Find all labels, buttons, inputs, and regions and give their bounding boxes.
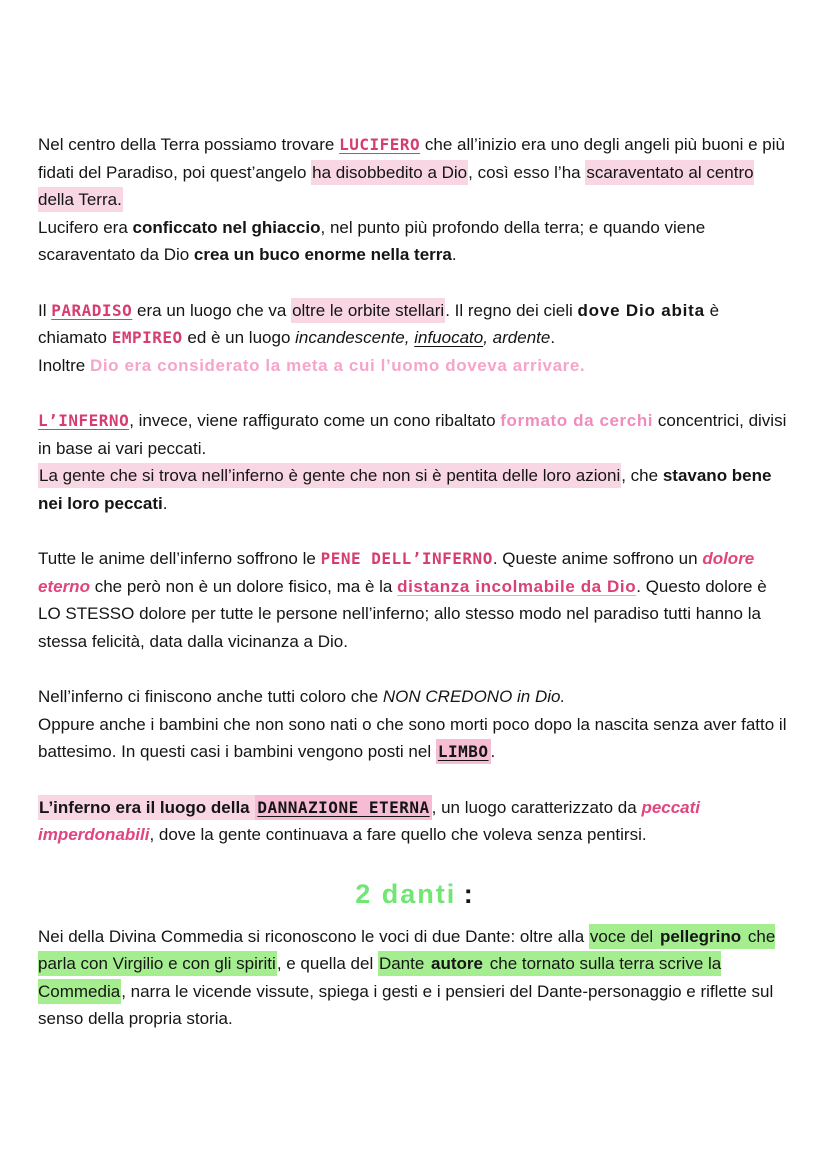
text-run: 2 danti bbox=[355, 878, 457, 909]
text-run: Nel centro della Terra possiamo trovare bbox=[38, 135, 340, 154]
text-run: . Queste anime soffrono un bbox=[492, 549, 703, 568]
text-run: , un luogo caratterizzato da bbox=[431, 797, 642, 817]
text-run: Il bbox=[38, 300, 52, 320]
text-run: era un luogo che va bbox=[132, 300, 292, 320]
text-run: concentrici, divisi in base ai vari peccati. bbox=[38, 411, 787, 458]
paragraph-lucifero bbox=[38, 131, 790, 269]
paragraph-limbo bbox=[38, 683, 790, 766]
text-run: L’INFERNO bbox=[38, 411, 130, 430]
text-run: ardente bbox=[492, 328, 551, 347]
text-run: che all’inizio era uno degli angeli più buoni e più fidati del Paradiso, poi quest’angelo bbox=[38, 135, 785, 182]
text-run: LUCIFERO bbox=[339, 135, 421, 154]
text-run: Tutte le anime dell’inferno soffrono le bbox=[38, 549, 321, 568]
text-run: La gente che si trova nell’inferno è gente che non si è pentita delle loro azioni bbox=[38, 463, 621, 488]
text-run: Nell’inferno ci finiscono anche tutti coloro che bbox=[38, 687, 383, 706]
text-run: Dio era considerato la meta a cui l’uomo doveva arrivare. bbox=[89, 355, 586, 375]
text-run: autore bbox=[430, 951, 484, 976]
text-run: DANNAZIONE ETERNA bbox=[255, 795, 431, 820]
paragraph-due-dante bbox=[38, 923, 790, 1033]
text-run: , nel punto più profondo della terra; e quando viene scaraventato da Dio bbox=[38, 217, 706, 264]
text-run: , e quella del bbox=[276, 954, 378, 973]
text-run: incandescente, bbox=[295, 328, 415, 347]
text-run: che parla con Virgilio e con gli spiriti bbox=[38, 924, 775, 977]
paragraph-paradiso bbox=[38, 297, 790, 380]
text-run: peccati imperdonabili bbox=[38, 797, 701, 844]
text-run: . bbox=[162, 493, 168, 513]
text-run: è chiamato bbox=[38, 300, 720, 347]
text-run: che però non è un dolore fisico, ma è la bbox=[89, 576, 398, 596]
text-run: PARADISO bbox=[51, 300, 133, 320]
text-run: Nei della Divina Commedia si riconoscono le voci di due Dante: oltre alla bbox=[38, 926, 589, 946]
text-run: formato da cerchi bbox=[500, 411, 654, 430]
paragraph-pene-inferno bbox=[38, 545, 790, 655]
text-run: EMPIREO bbox=[111, 328, 183, 347]
text-run: . Questo dolore è LO STESSO dolore per tutte le persone nell’inferno; allo stesso modo nel paradiso tutti hanno la stessa felicità, data dalla vicinanza a Dio. bbox=[38, 576, 767, 651]
text-run: pellegrino bbox=[659, 924, 742, 949]
text-run: . bbox=[451, 245, 457, 264]
text-run: . Il regno dei cieli bbox=[445, 300, 578, 320]
text-run: , così esso l’ha bbox=[468, 162, 586, 182]
text-run: infuocato bbox=[414, 328, 484, 347]
text-run: NON CREDONO in Dio. bbox=[382, 687, 566, 706]
text-run: , invece, viene raffigurato come un cono ribaltato bbox=[129, 411, 501, 430]
text-run: stavano bene nei loro peccati bbox=[38, 466, 772, 513]
text-run: L’inferno era il luogo della bbox=[38, 795, 255, 820]
text-run: , che bbox=[621, 466, 663, 485]
text-run: . bbox=[490, 742, 496, 761]
text-run: dolore eterno bbox=[38, 549, 755, 596]
text-run: , bbox=[483, 328, 493, 347]
paragraph-inferno bbox=[38, 407, 790, 517]
text-run: che tornato sulla terra scrive la Commedia bbox=[38, 951, 721, 1004]
text-run: PENE DELL’INFERNO bbox=[320, 549, 493, 568]
text-run: ed è un luogo bbox=[182, 328, 296, 347]
text-run: , dove la gente continuava a fare quello che voleva senza pentirsi. bbox=[149, 825, 647, 844]
text-run: oltre le orbite stellari bbox=[291, 298, 445, 323]
text-run: LIMBO bbox=[436, 739, 491, 764]
text-run: crea un buco enorme nella terra bbox=[193, 245, 452, 264]
text-run: ha disobbedito a Dio bbox=[311, 160, 468, 185]
heading-2-danti bbox=[38, 877, 790, 911]
text-run: Lucifero era bbox=[38, 217, 133, 237]
text-run: distanza incolmabile da Dio bbox=[397, 576, 637, 596]
text-run: , narra le vicende vissute, spiega i gesti e i pensieri del Dante-personaggio e riflette sul senso della propria storia. bbox=[38, 981, 774, 1028]
text-run: Dante bbox=[378, 951, 430, 976]
text-run: : bbox=[456, 878, 473, 909]
text-run: Inoltre bbox=[38, 355, 90, 375]
text-run: scaraventato al centro della Terra. bbox=[38, 160, 754, 213]
text-run: Oppure anche i bambini che non sono nati o che sono morti poco dopo la nascita senza aver fatto il battesimo. In questi casi i bambini vengono posti nel bbox=[38, 714, 787, 761]
text-run: conficcato nel ghiaccio bbox=[132, 217, 321, 237]
text-run: voce del bbox=[589, 924, 659, 949]
document-body bbox=[38, 131, 790, 1033]
text-run: dove Dio abita bbox=[577, 300, 705, 320]
paragraph-dannazione-eterna bbox=[38, 794, 790, 849]
text-run: . bbox=[550, 328, 556, 347]
